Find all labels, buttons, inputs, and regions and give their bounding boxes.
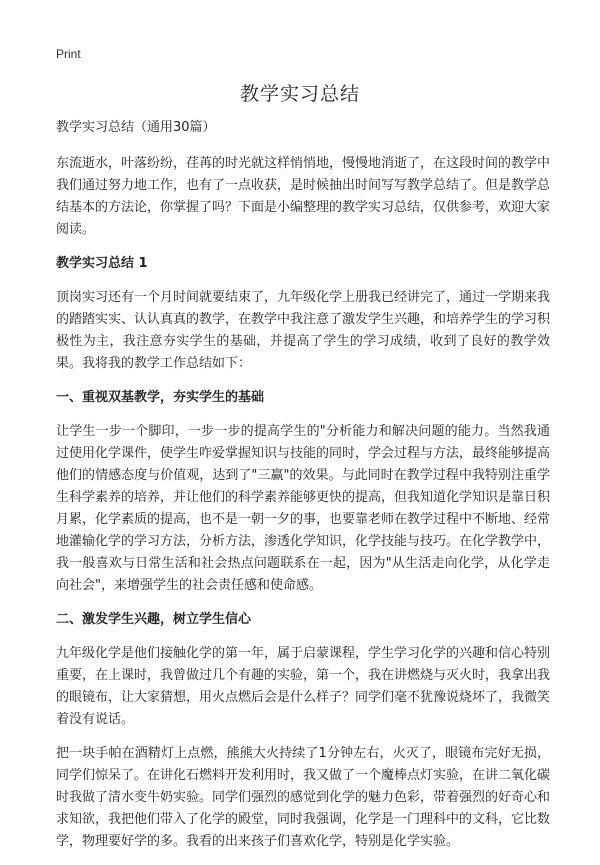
subheading-2: 二、激发学生兴趣，树立学生信心	[56, 612, 252, 627]
intro-paragraph: 东流逝水，叶落纷纷，荏苒的时光就这样悄悄地，慢慢地消逝了，在这段时间的教学中我们通过努力地工作，也有了一点收获，是时候抽出时间写写教学总结了。但是教学总结基本的方法论，你掌握了吗？下面是小编整理的教学实习总结，仅供参考，欢迎大家阅读。	[56, 156, 551, 237]
subheading-1: 一、重视双基教学，夯实学生的基础	[56, 390, 265, 405]
section-paragraph: 顶岗实习还有一个月时间就要结束了，九年级化学上册我已经讲完了，通过一学期来我的踏踏实实、认认真真的教学，在教学中我注意了激发学生兴趣，和培养学生的学习积极性为主，我注意夯实学生的基础，并提高了学生的学习成绩，收到了良好的教学效果。我将我的教学工作总结如下：	[56, 290, 551, 371]
paragraph-2: 九年级化学是他们接触化学的第一年，属于启蒙课程，学生学习化学的兴趣和信心特别重要，在上课时，我曾做过几个有趣的实验，第一个，我在讲燃烧与灭火时，我拿出我的眼镜布，让大家猜想，用火点燃后会是什么样子？同学们毫不犹豫说烧坏了，我微笑着没有说话。	[56, 646, 551, 727]
document-subtitle: 教学实习总结（通用30篇）	[56, 120, 216, 135]
section-heading: 教学实习总结 1	[56, 256, 148, 271]
paragraph-3: 把一块手帕在酒精灯上点燃，熊熊大火持续了1分钟左右，火灭了，眼镜布完好无损，同学们惊呆了。在讲化石燃料开发利用时，我又做了一个魔棒点灯实验，在讲二氧化碳时我做了清水变牛奶实验。同学们强烈的感觉到化学的魅力色彩，带着强烈的好奇心和求知欲，我把他们带入了化学的殿堂，同时我强调，化学是一门理科中的文科，它比数学，物理要好学的多。我看的出来孩子们喜欢化学，特别是化学实验。	[56, 746, 551, 849]
page-title: 教学实习总结	[239, 83, 360, 105]
paragraph-1: 让学生一步一个脚印，一步一步的提高学生的"分析能力和解决问题的能力。当然我通过使用化学课件，使学生咋爱掌握知识与技能的同时，学会过程与方法，最终能够提高他们的情感态度与价值观，达到了"三赢"的效果。与此同时在教学过程中我特别注重学生科学素养的培养，并让他们的科学素养能够更快的提高，但我知道化学知识是靠日积月累，化学素质的提高，也不是一朝一夕的事，也要靠老师在教学过程中不断地、经常地灌输化学的学习方法，分析方法，渗透化学知识，化学技能与技巧。在化学教学中，我一般喜欢与日常生活和社会热点问题联系在一起，因为"从生活走向化学，从化学走向社会"，来增强学生的社会责任感和使命感。	[56, 424, 551, 593]
document-body	[56, 117, 550, 865]
print-link[interactable]: Print	[56, 47, 81, 61]
